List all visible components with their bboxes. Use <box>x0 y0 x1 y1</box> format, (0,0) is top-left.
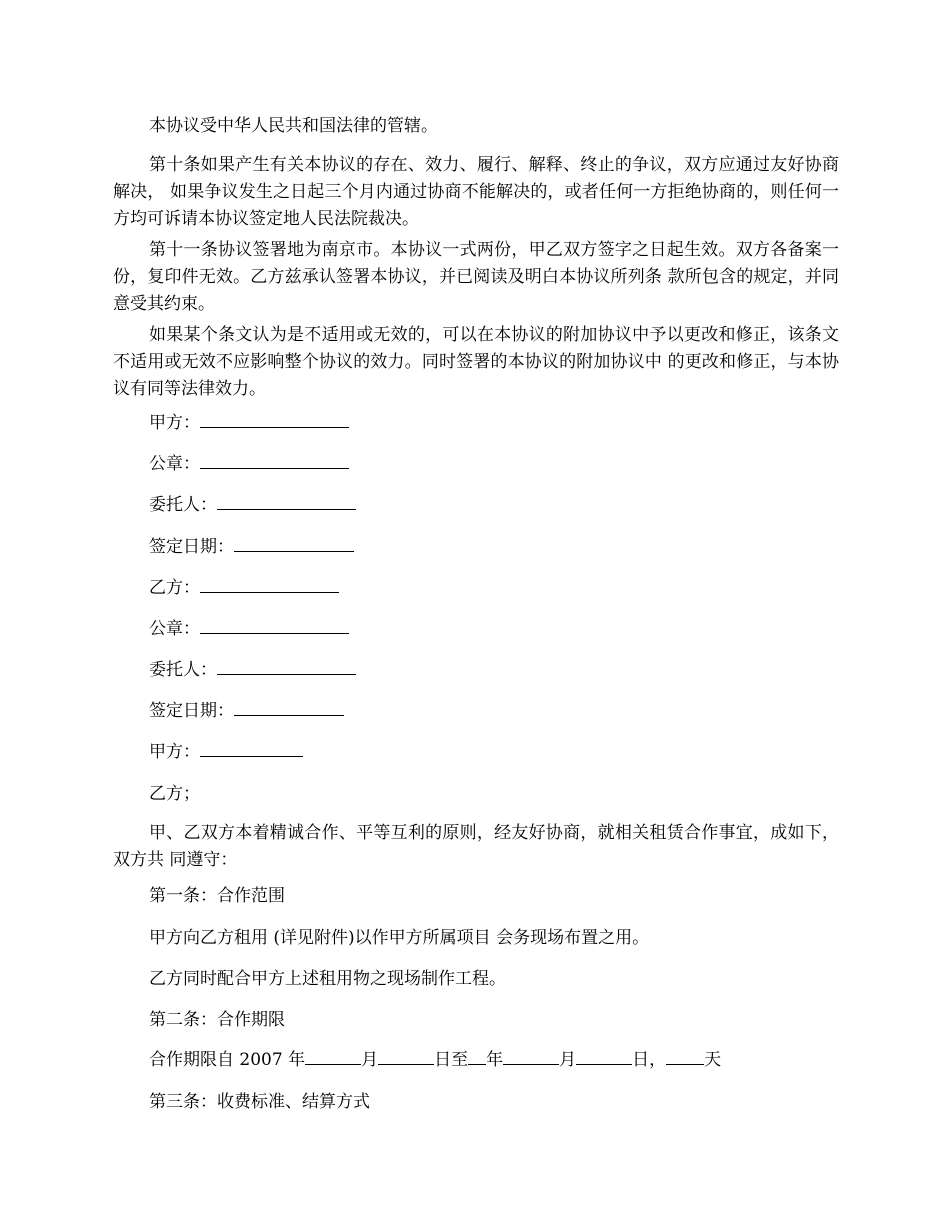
signature-seal-b <box>149 616 349 641</box>
signature-seal-a-blank[interactable] <box>200 451 349 469</box>
signature-agent-a <box>149 492 356 517</box>
end-year-blank[interactable] <box>468 1047 486 1065</box>
end-month-blank[interactable] <box>503 1047 559 1065</box>
paragraph-article-11: 第十一条协议签署地为南京市。本协议一式两份，甲乙双方签字之日起生效。双方各备案一份，复印件无效。乙方兹承认签署本协议，并已阅读及明白本协议所列条 款所包含的规定，并同意受其约束。 <box>113 240 839 314</box>
end-day-blank[interactable] <box>576 1047 632 1065</box>
start-month-blank[interactable] <box>305 1047 361 1065</box>
signature-party-b <box>149 575 339 600</box>
signature-party-a <box>149 410 349 435</box>
signature-agent-a-blank[interactable] <box>217 492 356 510</box>
period-month-label: 月 <box>361 1050 379 1070</box>
period-prefix: 合作期限自 2007 年 <box>149 1050 306 1070</box>
signature-agent-b-blank[interactable] <box>217 657 356 675</box>
signature-date-a <box>149 534 354 559</box>
paragraph-article-10: 第十条如果产生有关本协议的存在、效力、履行、解释、终止的争议，双方应通过友好协商解决， 如果争议发生之日起三个月内通过协商不能解决的，或者任何一方拒绝协商的，则任何一方均可诉请本协议签定地人民法院裁决。 <box>113 155 839 229</box>
party-b-label: 乙方； <box>149 784 200 804</box>
paragraph-governing-law: 本协议受中华人民共和国法律的管辖。 <box>149 116 438 136</box>
period-days-label: 天 <box>704 1050 722 1070</box>
party-b-line <box>149 782 200 806</box>
period-day-label: 日， <box>632 1050 667 1070</box>
period-month2-label: 月 <box>559 1050 577 1070</box>
party-a-label: 甲方： <box>149 742 200 762</box>
signature-date-a-blank[interactable] <box>234 534 354 552</box>
period-day-to-label: 日至 <box>434 1050 469 1070</box>
start-day-blank[interactable] <box>378 1047 434 1065</box>
signature-party-a-label: 甲方： <box>149 413 200 433</box>
signature-agent-b <box>149 657 356 682</box>
article-2-period-line <box>149 1047 721 1072</box>
signature-seal-a-label: 公章： <box>149 454 200 474</box>
signature-date-b-blank[interactable] <box>234 698 344 716</box>
article-3-title: 第三条：收费标准、结算方式 <box>149 1092 370 1112</box>
article-2-title: 第二条：合作期限 <box>149 1010 285 1030</box>
article-1-title: 第一条：合作范围 <box>149 886 285 906</box>
signature-seal-b-blank[interactable] <box>200 616 349 634</box>
signature-seal-a <box>149 451 349 476</box>
period-year-label: 年 <box>486 1050 504 1070</box>
article-1-line-2: 乙方同时配合甲方上述租用物之现场制作工程。 <box>149 969 506 989</box>
party-a-line <box>149 739 303 764</box>
paragraph-cooperation-intro: 甲、乙双方本着精诚合作、平等互利的原则，经友好协商，就相关租赁合作事宜，成如下，双方共 同遵守： <box>113 823 839 870</box>
party-a-blank[interactable] <box>200 739 303 757</box>
paragraph-invalid-clause: 如果某个条文认为是不适用或无效的，可以在本协议的附加协议中予以更改和修正，该条文不适用或无效不应影响整个协议的效力。同时签署的本协议的附加协议中 的更改和修正，与本协议有同等法律效力。 <box>113 325 839 399</box>
days-count-blank[interactable] <box>666 1047 704 1065</box>
signature-agent-b-label: 委托人： <box>149 660 217 680</box>
signature-party-a-blank[interactable] <box>200 410 349 428</box>
signature-agent-a-label: 委托人： <box>149 495 217 515</box>
signature-date-a-label: 签定日期： <box>149 537 234 557</box>
signature-party-b-label: 乙方： <box>149 578 200 598</box>
signature-party-b-blank[interactable] <box>200 575 339 593</box>
signature-date-b <box>149 698 344 723</box>
signature-seal-b-label: 公章： <box>149 619 200 639</box>
article-1-line-1: 甲方向乙方租用 (详见附件)以作甲方所属项目 会务现场布置之用。 <box>149 928 650 948</box>
signature-date-b-label: 签定日期： <box>149 701 234 721</box>
